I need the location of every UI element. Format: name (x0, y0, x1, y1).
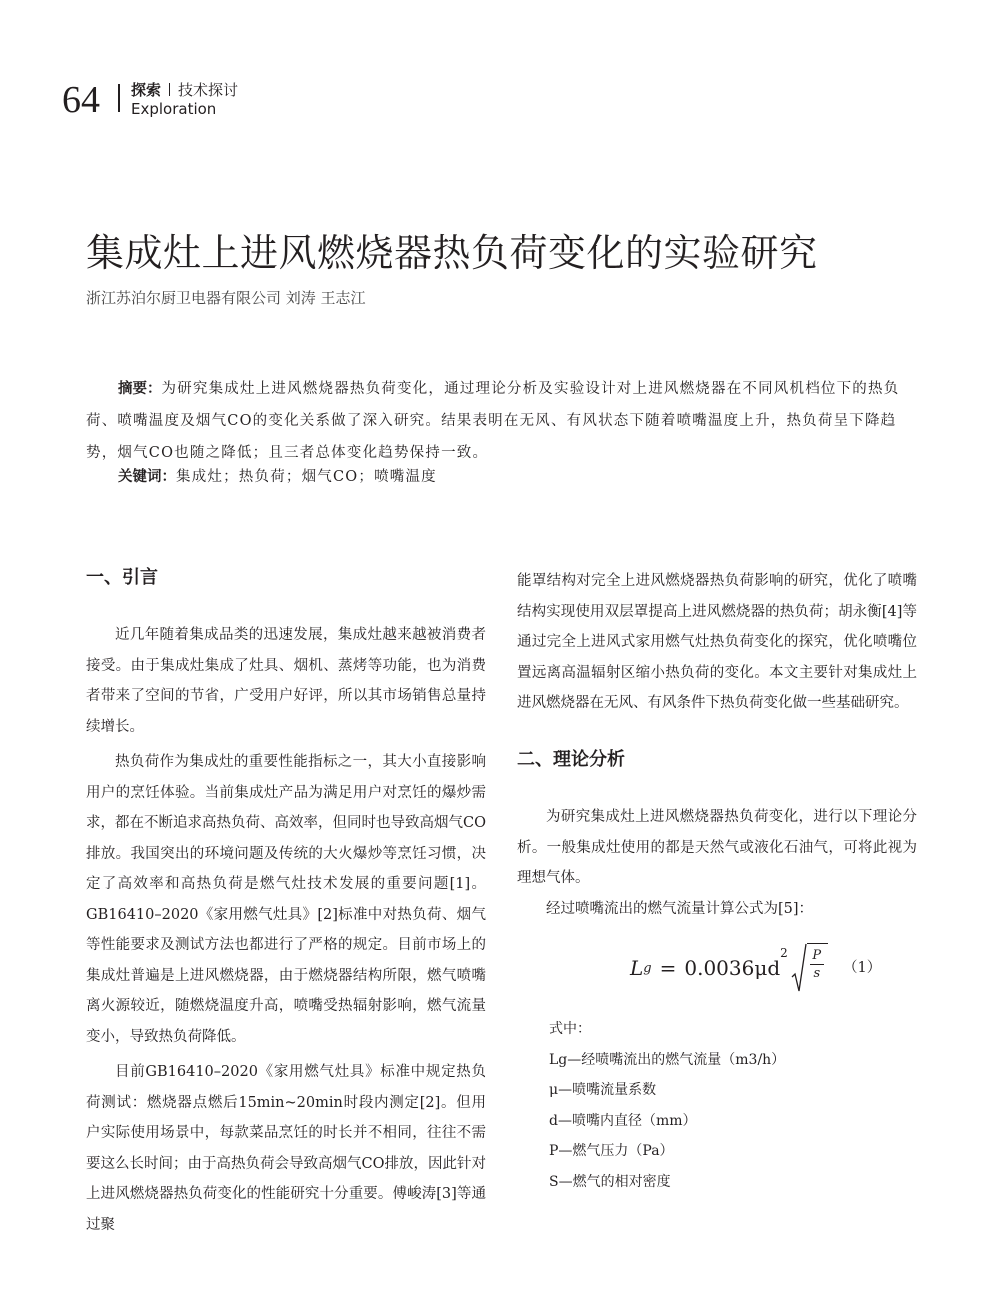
formula-definitions (549, 1014, 785, 1197)
equation-number: （1） (843, 960, 882, 976)
abstract-text: 为研究集成灶上进风燃烧器热负荷变化，通过理论分析及实验设计对上进风燃烧器在不同风机档位下的热负荷、喷嘴温度及烟气CO的变化关系做了深入研究。结果表明在无风、有风状态下随着喷嘴温度上升，热负荷呈下降趋势，烟气CO也随之降低；且三者总体变化趋势保持一致。 (86, 381, 900, 461)
keywords-text: 集成灶；热负荷；烟气CO；喷嘴温度 (176, 469, 437, 485)
keywords-label: 关键词： (118, 469, 176, 485)
abstract-label: 摘要： (118, 381, 162, 397)
paragraph: 目前GB16410–2020《家用燃气灶具》标准中规定热负荷测试：燃烧器点燃后15min~20min时段内测定[2]。但用户实际使用场景中，每款菜品烹饪的时长并不相同，往往不需要这么长时间；由于高热负荷会导致高烟气CO排放，因此针对上进风燃烧器热负荷变化的性能研究十分重要。傅峻涛[3]等通过聚 (86, 1064, 486, 1233)
definition-item: μ—喷嘴流量系数 (549, 1082, 657, 1098)
definition-item: P—燃气压力（Pa） (549, 1143, 674, 1159)
definition-item: S—燃气的相对密度 (549, 1173, 671, 1190)
formula-equals: = (659, 956, 677, 980)
formula-denominator: s (813, 966, 821, 981)
flow-formula (630, 940, 828, 996)
header-divider (118, 84, 120, 112)
article-authors: 浙江苏泊尔厨卫电器有限公司 刘涛 王志江 (86, 289, 366, 307)
section1-heading: 一、引言 (86, 567, 158, 588)
definition-item: Lg—经喷嘴流出的燃气流量（m3/h） (549, 1051, 786, 1068)
definition-item: d—喷嘴内直径（mm） (549, 1112, 697, 1129)
formula-lhs-subscript: g (643, 960, 652, 976)
section-label: 探索 (131, 81, 162, 99)
formula-fraction (810, 947, 824, 993)
keywords (118, 461, 437, 493)
section2-heading: 二、理论分析 (517, 749, 625, 770)
paragraph: 为研究集成灶上进风燃烧器热负荷变化，进行以下理论分析。一般集成灶使用的都是天然气或液化石油气，可将此视为理想气体。 (517, 809, 917, 886)
paragraph: 能罩结构对完全上进风燃烧器热负荷影响的研究，优化了喷嘴结构实现使用双层罩提高上进风燃烧器的热负荷；胡永衡[4]等通过完全上进风式家用燃气灶热负荷变化的探究，优化喷嘴位置远离高温辐射区缩小热负荷的变化。本文主要针对集成灶上进风燃烧器在无风、有风条件下热负荷变化做一些基础研究。 (517, 573, 917, 711)
subsection-label: 技术探讨 (178, 81, 239, 99)
right-column-top (517, 566, 917, 719)
header-separator (169, 83, 170, 96)
paragraph: 经过喷嘴流出的燃气流量计算公式为[5]： (546, 900, 814, 917)
formula-numerator: P (812, 948, 822, 963)
formula-lhs: L (630, 956, 644, 980)
formula-coefficient: 0.0036μd (684, 956, 781, 980)
paragraph: 热负荷作为集成灶的重要性能指标之一，其大小直接影响用户的烹饪体验。当前集成灶产品为满足用户对烹饪的爆炒需求，都在不断追求高热负荷、高效率，但同时也导致高烟气CO排放。我国突出的环境问题及传统的大火爆炒等烹饪习惯，决定了高效率和高热负荷是燃气灶技术发展的重要问题[1]。GB16410–2020《家用燃气灶具》[2]标准中对热负荷、烟气等性能要求及测试方法也都进行了严格的规定。目前市场上的集成灶普遍是上进风燃烧器，由于燃烧器结构所限，燃气喷嘴离火源较近，随燃烧温度升高，喷嘴受热辐射影响，燃气流量变小，导致热负荷降低。 (86, 754, 486, 1045)
abstract (86, 373, 916, 469)
right-column-body (517, 802, 917, 924)
sqrt-symbol (791, 943, 828, 993)
section-label-english: Exploration (131, 100, 217, 118)
left-column (86, 620, 486, 1240)
article-title: 集成灶上进风燃烧器热负荷变化的实验研究 (86, 231, 818, 275)
formula-exponent: 2 (780, 946, 788, 960)
radical-sign-icon (791, 943, 807, 993)
page-number: 64 (62, 79, 100, 121)
paragraph: 近几年随着集成品类的迅速发展，集成灶越来越被消费者接受。由于集成灶集成了灶具、烟机、蒸烤等功能，也为消费者带来了空间的节省，广受用户好评，所以其市场销售总量持续增长。 (86, 627, 486, 735)
definitions-title: 式中： (549, 1021, 591, 1037)
header-section (131, 79, 238, 100)
